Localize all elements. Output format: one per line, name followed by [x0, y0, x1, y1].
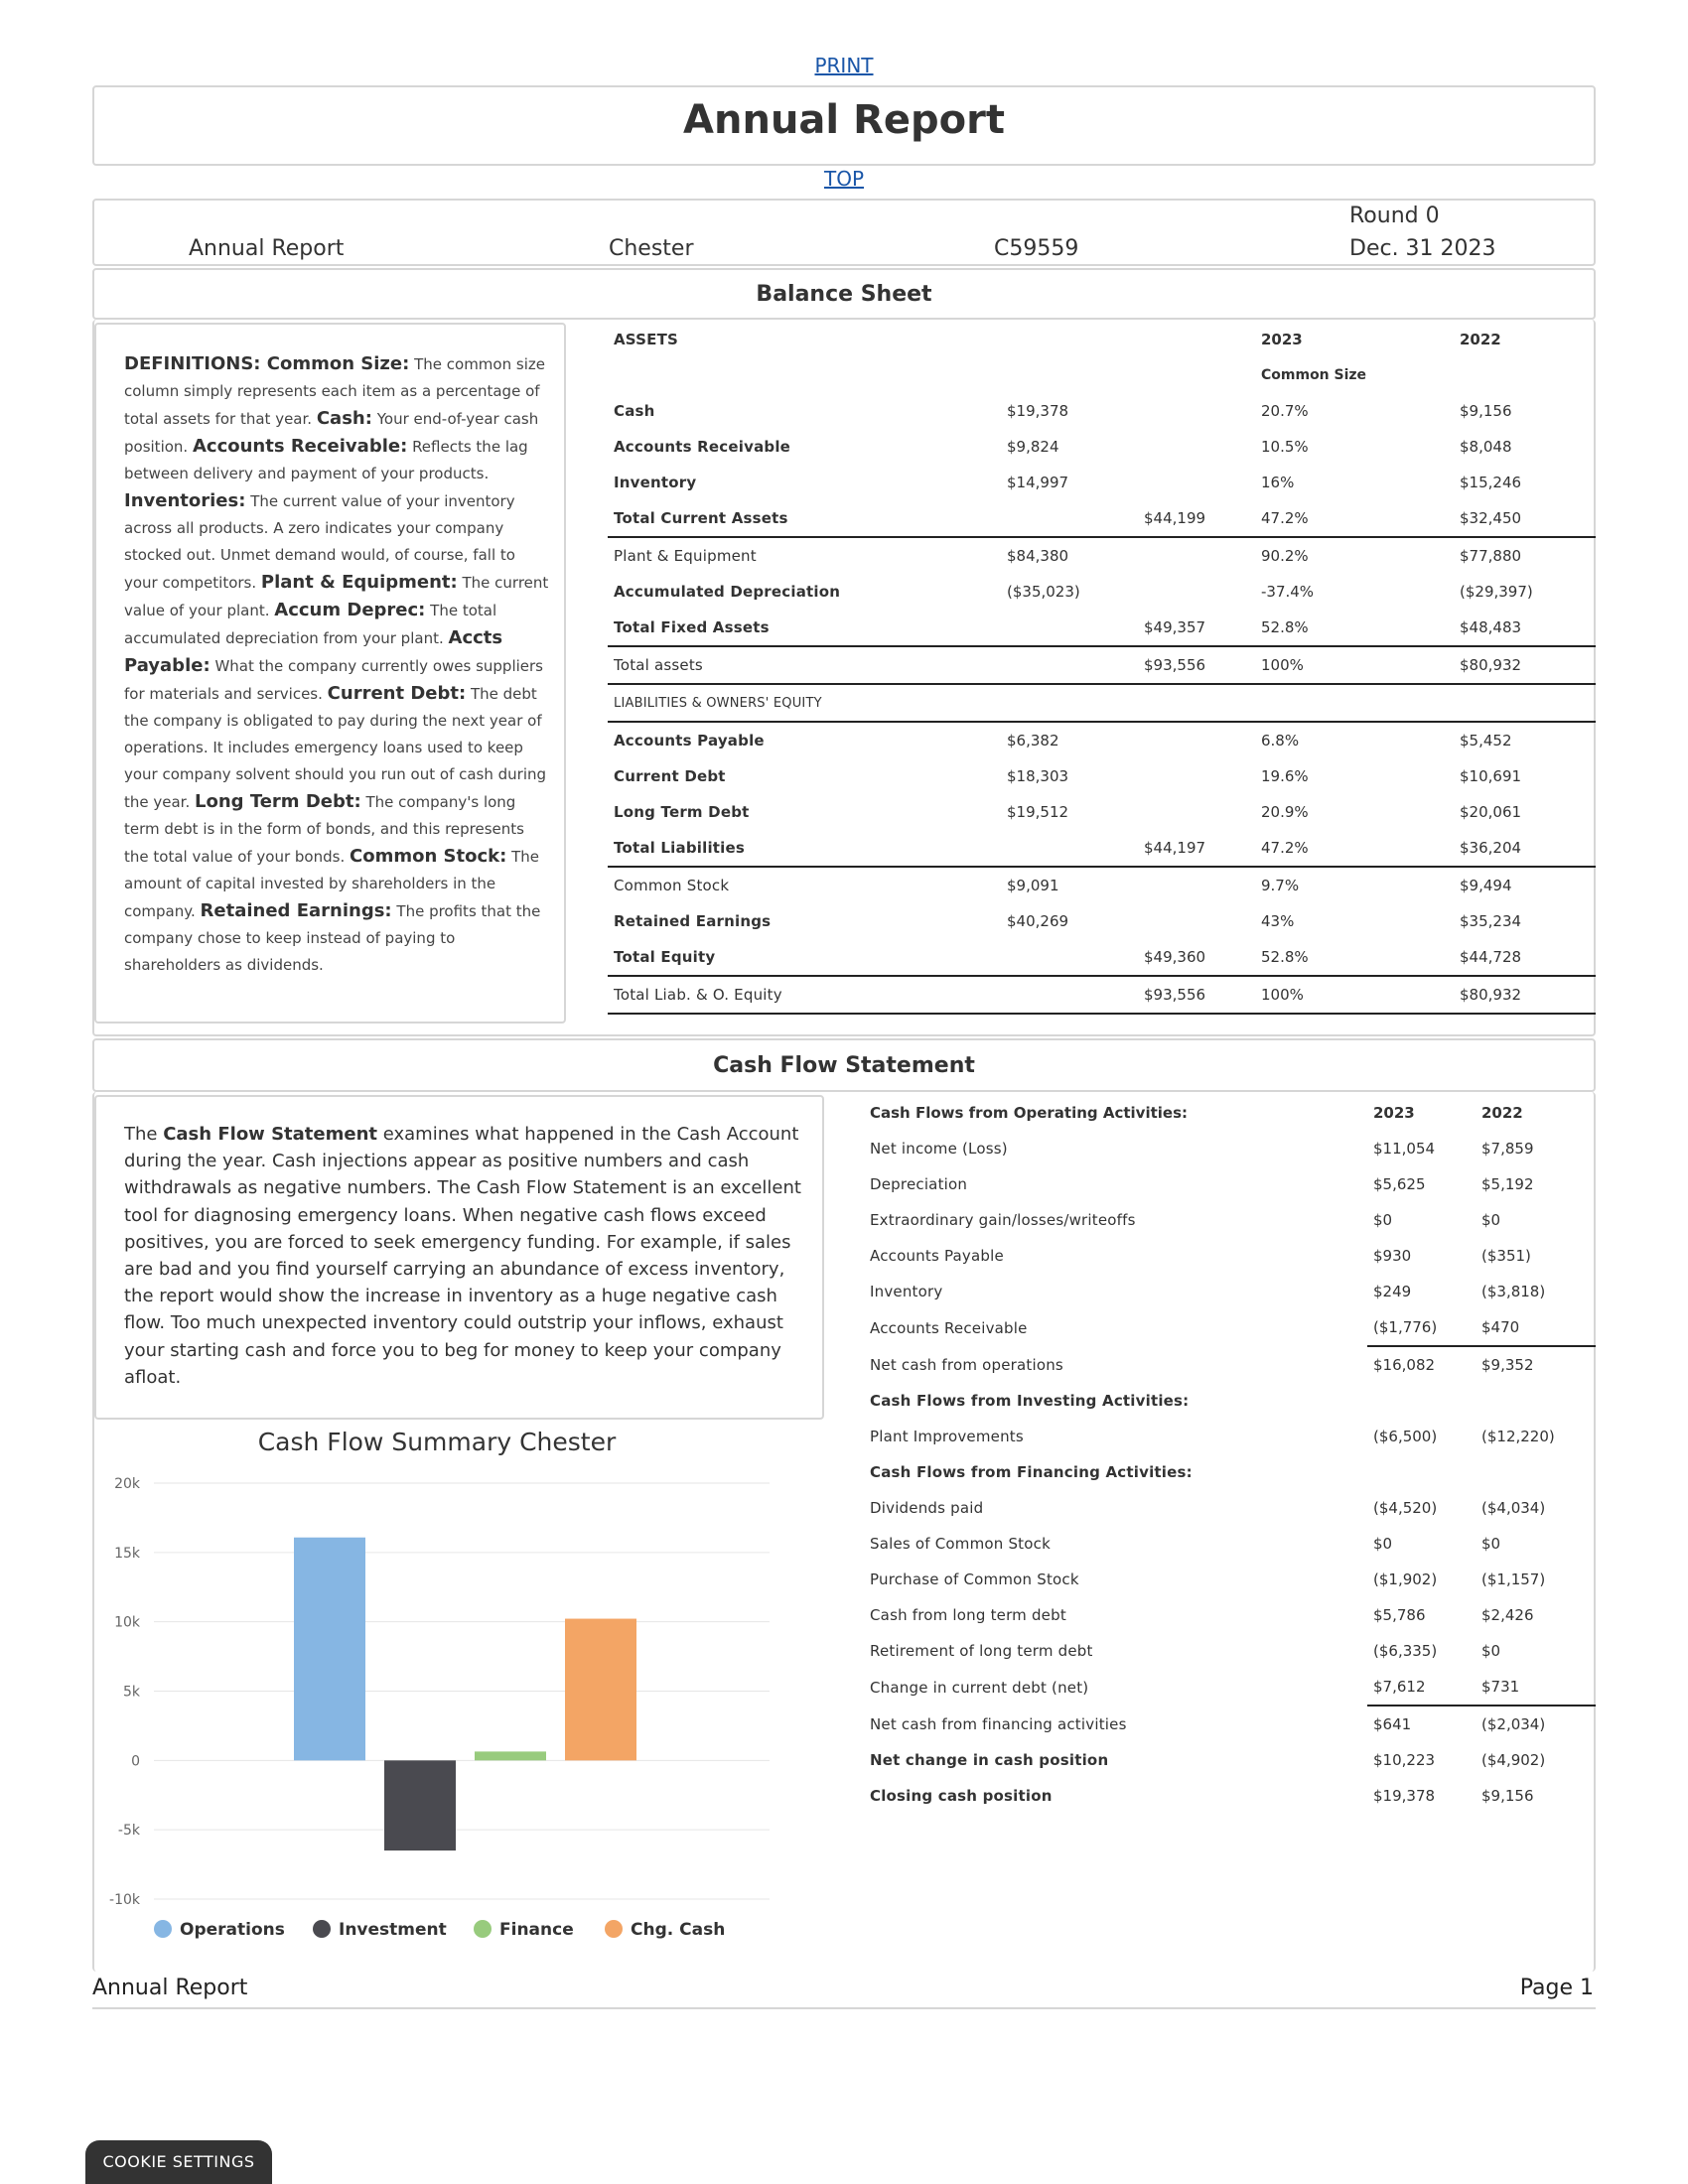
cf-row — [864, 1309, 1596, 1346]
bs-cell-b — [1138, 867, 1255, 903]
y-tick-label: 20k — [114, 1476, 140, 1492]
report-header — [92, 199, 1596, 266]
bs-cell-prev: $8,048 — [1460, 438, 1512, 456]
cf-cell-label: Inventory — [870, 1283, 943, 1300]
legend-item[interactable] — [313, 1920, 447, 1940]
cf-cell-v2: ($4,902) — [1481, 1751, 1546, 1769]
cf-cell-v2: ($4,034) — [1481, 1499, 1546, 1517]
cf-cell-v1: ($1,902) — [1373, 1570, 1438, 1588]
bar-chg-cash[interactable] — [565, 1619, 636, 1761]
bs-cell-prev: $80,932 — [1454, 976, 1596, 1014]
cf-row — [864, 1454, 1596, 1490]
assets-heading: ASSETS — [614, 331, 679, 348]
cf-cell-label: Cash Flows from Financing Activities: — [870, 1463, 1193, 1481]
bs-cell-prev: $15,246 — [1460, 474, 1522, 491]
common-size-heading: Common Size — [1261, 367, 1367, 383]
legend-label: Chg. Cash — [631, 1920, 726, 1940]
cf-cell-v1: $5,625 — [1373, 1175, 1426, 1193]
cash-flow-desc-text: The Cash Flow Statement examines what happened in the Cash Account during the year. Cash injections appear as positive numbers and cash withdrawals as negative numbers. The Cash Flow Statement is an excellent tool for diagnosing emergency loans. When negative cash flows exceed positives, you are forced to seek emergency funding. For example, if sales are bad and you find yourself carrying an abundance of excess inventory, the report would show the increase in inventory as a huge negative cash flow. Too much unexpected inventory could outstrip your inflows, exhaust your starting cash and force you to beg for money to keep your company afloat. — [124, 1124, 801, 1388]
footer-left: Annual Report — [92, 1976, 248, 2000]
cf-cell-v2: $0 — [1481, 1535, 1501, 1553]
definition-term: Accum Deprec: — [274, 600, 426, 620]
y-tick-label: 5k — [122, 1684, 140, 1701]
bs-cell-b — [1138, 758, 1255, 794]
bs-row — [608, 429, 1596, 465]
bs-cell-cs: 100% — [1255, 976, 1454, 1014]
y-tick-label: 15k — [114, 1545, 140, 1562]
bs-cell-b: $44,199 — [1138, 500, 1255, 537]
legend-label: Finance — [499, 1920, 574, 1940]
cf-row — [864, 1490, 1596, 1526]
cf-cell-v1: $16,082 — [1373, 1356, 1436, 1374]
cf-cell-v2: $0 — [1481, 1211, 1501, 1229]
bs-cell-b: $93,556 — [1138, 976, 1255, 1014]
cash-flow-title: Cash Flow Statement — [713, 1053, 975, 1078]
print-link[interactable]: PRINT — [814, 54, 874, 77]
cf-cell-label: Purchase of Common Stock — [870, 1570, 1079, 1588]
cf-cell-label: Depreciation — [870, 1175, 968, 1193]
bs-cell-a — [1001, 610, 1138, 646]
cf-cell-v2: $7,859 — [1481, 1140, 1534, 1158]
bs-cell-prev: $20,061 — [1460, 803, 1522, 821]
balance-sheet-title: Balance Sheet — [756, 282, 932, 307]
cf-cell-v1: $0 — [1373, 1535, 1393, 1553]
bs-row — [608, 684, 1596, 722]
bs-cell-prev: $10,691 — [1460, 767, 1522, 785]
cookie-settings-button[interactable]: COOKIE SETTINGS — [85, 2140, 272, 2184]
definition-text: The current value of your plant. — [124, 574, 549, 619]
cf-cell-v1: ($6,500) — [1373, 1428, 1438, 1445]
cf-cell-v2: $0 — [1481, 1642, 1501, 1660]
cf-row — [864, 1383, 1596, 1419]
bs-cell-b — [1138, 393, 1255, 429]
bs-cell-prev: $9,156 — [1460, 402, 1512, 420]
cf-cell-label: Dividends paid — [870, 1499, 984, 1517]
cf-cell-v1: $641 — [1373, 1715, 1412, 1733]
cf-row — [864, 1238, 1596, 1274]
bs-cell-b: $44,197 — [1138, 830, 1255, 867]
bs-cell-a — [1001, 500, 1138, 537]
bs-cell-cs: 52.8% — [1255, 610, 1454, 646]
footer-page: Page 1 — [1519, 1976, 1594, 2000]
bs-cell-prev: $9,494 — [1460, 877, 1512, 894]
y-tick-label: -5k — [117, 1823, 140, 1840]
bs-cell-b — [1138, 903, 1255, 939]
bs-cell-label: Plant & Equipment — [614, 547, 757, 565]
bs-cell-a — [1001, 830, 1138, 867]
y-tick-label: 10k — [114, 1614, 140, 1631]
cf-row — [864, 1706, 1596, 1742]
cf-row — [864, 1562, 1596, 1597]
cf-cell-v2: $731 — [1476, 1669, 1596, 1706]
bs-cell-label: Inventory — [614, 474, 697, 491]
cf-cell-v2: $9,156 — [1481, 1787, 1534, 1805]
bs-row — [608, 976, 1596, 1014]
cf-cell-v2: ($1,157) — [1481, 1570, 1546, 1588]
bs-cell-label: Long Term Debt — [614, 803, 750, 821]
bs-cell-a: $14,997 — [1007, 474, 1069, 491]
legend-dot-icon — [154, 1920, 172, 1938]
cf-row — [864, 1778, 1596, 1814]
bs-cell-label: Cash — [614, 402, 655, 420]
bs-cell-prev: $35,234 — [1460, 912, 1522, 930]
cash-flow-description — [94, 1095, 824, 1420]
definition-text: The current value of your inventory across all products. A zero indicates your company stocked out. Unmet demand would, of course, fall to your competitors. — [124, 492, 515, 592]
cf-row — [864, 1274, 1596, 1309]
bs-cell-label: Total Equity — [608, 939, 1001, 976]
bs-cell-cs: 19.6% — [1261, 767, 1309, 785]
bs-cell-cs: 10.5% — [1261, 438, 1309, 456]
balance-sheet-header — [92, 268, 1596, 320]
bs-cell-cs: 52.8% — [1255, 939, 1454, 976]
bs-cell-a: $84,380 — [1007, 547, 1069, 565]
bs-cell-b — [1138, 537, 1255, 574]
bs-cell-label: Total Liabilities — [608, 830, 1001, 867]
bs-row — [608, 794, 1596, 830]
bs-cell-a: $18,303 — [1007, 767, 1069, 785]
cf-cell-label: Retirement of long term debt — [870, 1642, 1093, 1660]
bs-cell-label: LIABILITIES & OWNERS' EQUITY — [608, 684, 1001, 722]
cf-cell-label: Cash from long term debt — [870, 1606, 1066, 1624]
cf-row — [864, 1597, 1596, 1633]
definition-text: The amount of capital invested by shareholders in the company. — [124, 848, 540, 920]
bs-cell-a: $9,824 — [1007, 438, 1059, 456]
top-link[interactable]: TOP — [823, 167, 865, 191]
bs-row — [608, 465, 1596, 500]
definition-text: The common size column simply represents each item as a percentage of total assets for that year. — [124, 355, 545, 428]
header-date: Dec. 31 2023 — [1349, 236, 1496, 261]
cf-heading-operating: Cash Flows from Operating Activities: — [870, 1104, 1189, 1122]
cf-cell-v2: $470 — [1476, 1309, 1596, 1346]
title-panel — [92, 85, 1596, 166]
bs-cell-a: ($35,023) — [1007, 583, 1080, 601]
bs-row — [608, 867, 1596, 903]
definition-term: DEFINITIONS: Common Size: — [124, 353, 410, 374]
definition-term: Current Debt: — [327, 683, 467, 704]
bs-cell-a: $9,091 — [1007, 877, 1059, 894]
bs-cell-b: $93,556 — [1138, 646, 1255, 684]
cf-cell-label: Closing cash position — [870, 1787, 1053, 1805]
cf-col-2022: 2022 — [1481, 1104, 1523, 1122]
definition-term: Accounts Receivable: — [192, 436, 408, 457]
bs-row — [608, 939, 1596, 976]
cf-row — [864, 1669, 1596, 1706]
cf-col-2023: 2023 — [1373, 1104, 1415, 1122]
bs-cell-cs: 16% — [1261, 474, 1295, 491]
cf-row — [864, 1346, 1596, 1383]
bs-row — [608, 393, 1596, 429]
bs-row — [608, 903, 1596, 939]
bs-cell-cs: 47.2% — [1255, 830, 1454, 867]
bs-cell-prev: $5,452 — [1460, 732, 1512, 750]
bs-cell-b — [1138, 684, 1255, 722]
cf-cell-v2: $5,192 — [1481, 1175, 1534, 1193]
bs-cell-cs: -37.4% — [1261, 583, 1315, 601]
bs-cell-cs: 43% — [1261, 912, 1295, 930]
bs-col-2023: 2023 — [1261, 331, 1303, 348]
cf-cell-v1: $249 — [1373, 1283, 1412, 1300]
legend-dot-icon — [313, 1920, 331, 1938]
bs-cell-prev: $36,204 — [1454, 830, 1596, 867]
cf-header-row — [864, 1095, 1596, 1131]
bs-cell-a — [1001, 684, 1138, 722]
legend-label: Operations — [180, 1920, 285, 1940]
cf-cell-v1: $5,786 — [1373, 1606, 1426, 1624]
bs-cell-b — [1138, 465, 1255, 500]
bs-cell-label: Retained Earnings — [614, 912, 772, 930]
bs-header-row — [608, 322, 1596, 357]
bs-cell-cs: 100% — [1255, 646, 1454, 684]
definition-term: Common Stock: — [350, 846, 507, 867]
definition-text: Reflects the lag between delivery and payment of your products. — [124, 438, 528, 482]
definition-term: Retained Earnings: — [200, 900, 392, 921]
bs-cell-prev: $77,880 — [1460, 547, 1522, 565]
cf-cell-v1: ($1,776) — [1367, 1309, 1476, 1346]
cf-cell-v2: ($351) — [1481, 1247, 1531, 1265]
definition-term: Accts Payable: — [124, 627, 503, 676]
legend-dot-icon — [605, 1920, 623, 1938]
bs-cell-label: Accumulated Depreciation — [614, 583, 841, 601]
bs-cell-prev: $44,728 — [1454, 939, 1596, 976]
definition-text: The profits that the company chose to keep instead of paying to shareholders as dividends. — [124, 902, 541, 974]
cf-cell-label: Accounts Payable — [870, 1247, 1004, 1265]
bar-operations[interactable] — [294, 1538, 365, 1761]
definition-term: Cash: — [316, 408, 372, 429]
header-company: Chester — [609, 236, 694, 261]
definition-text: The debt the company is obligated to pay during the next year of operations. It includes emergency loans used to keep your company solvent should you run out of cash during the year. — [124, 685, 547, 811]
cf-cell-label: Cash Flows from Investing Activities: — [870, 1392, 1190, 1410]
cf-cell-v1: $0 — [1373, 1211, 1393, 1229]
cf-cell-v2 — [1476, 1454, 1596, 1490]
bs-cell-a: $6,382 — [1007, 732, 1059, 750]
bs-cell-a — [1001, 976, 1138, 1014]
bs-row — [608, 646, 1596, 684]
cf-cell-v2: ($12,220) — [1481, 1428, 1555, 1445]
cf-cell-v1: $7,612 — [1367, 1669, 1476, 1706]
bs-cell-b — [1138, 429, 1255, 465]
bs-cell-b: $49,357 — [1138, 610, 1255, 646]
bs-cell-b — [1138, 794, 1255, 830]
bs-cell-label: Total Liab. & O. Equity — [608, 976, 1001, 1014]
definition-term: Inventories: — [124, 490, 246, 511]
bs-row — [608, 610, 1596, 646]
legend-item[interactable] — [605, 1920, 725, 1940]
definition-text: The company's long term debt is in the form of bonds, and this represents the total value of your bonds. — [124, 793, 524, 866]
cf-row — [864, 1633, 1596, 1669]
bs-row — [608, 500, 1596, 537]
cash-flow-chart — [94, 1422, 789, 1958]
cf-cell-v1 — [1367, 1454, 1476, 1490]
legend-label: Investment — [339, 1920, 447, 1940]
chart-legend — [154, 1920, 789, 1950]
cf-row — [864, 1202, 1596, 1238]
bs-row — [608, 830, 1596, 867]
cf-row — [864, 1166, 1596, 1202]
bs-cell-cs: 6.8% — [1261, 732, 1300, 750]
cash-flow-table — [864, 1095, 1596, 1814]
cf-cell-v2 — [1476, 1383, 1596, 1419]
bs-cell-label: Total Current Assets — [608, 500, 1001, 537]
bs-subheader-row — [608, 357, 1596, 393]
cf-cell-v1: $10,223 — [1373, 1751, 1436, 1769]
page-footer — [92, 1972, 1596, 2009]
legend-item[interactable] — [154, 1920, 285, 1940]
bs-cell-a: $19,378 — [1007, 402, 1069, 420]
bs-row — [608, 574, 1596, 610]
cash-flow-header — [92, 1038, 1596, 1092]
bar-investment[interactable] — [384, 1760, 456, 1850]
header-round: Round 0 — [1349, 204, 1440, 228]
bs-cell-cs: 20.7% — [1261, 402, 1309, 420]
definition-term: Long Term Debt: — [195, 791, 361, 812]
cf-cell-v1 — [1367, 1383, 1476, 1419]
bs-cell-prev: ($29,397) — [1460, 583, 1533, 601]
legend-item[interactable] — [474, 1920, 574, 1940]
header-label: Annual Report — [189, 236, 345, 261]
cf-cell-label: Extraordinary gain/losses/writeoffs — [870, 1211, 1136, 1229]
cf-cell-label: Change in current debt (net) — [870, 1678, 1089, 1697]
definition-term: Plant & Equipment: — [260, 572, 458, 593]
cf-cell-label: Net cash from financing activities — [870, 1714, 1127, 1733]
cf-cell-label: Sales of Common Stock — [870, 1535, 1051, 1553]
cf-row — [864, 1419, 1596, 1454]
bs-cell-prev: $80,932 — [1454, 646, 1596, 684]
bs-cell-label: Total assets — [608, 646, 1001, 684]
bs-cell-label: Total Fixed Assets — [608, 610, 1001, 646]
bs-cell-cs: 9.7% — [1261, 877, 1300, 894]
bs-cell-cs: 90.2% — [1261, 547, 1309, 565]
cf-cell-v1: $930 — [1373, 1247, 1412, 1265]
bs-row — [608, 537, 1596, 574]
cf-cell-v2: ($3,818) — [1481, 1283, 1546, 1300]
cf-cell-v1: ($4,520) — [1373, 1499, 1438, 1517]
balance-sheet-table — [608, 322, 1596, 1015]
bs-cell-prev — [1454, 684, 1596, 722]
bs-cell-a — [1001, 646, 1138, 684]
bs-cell-a — [1001, 939, 1138, 976]
cf-cell-label: Net cash from operations — [870, 1355, 1063, 1374]
bs-cell-b: $49,360 — [1138, 939, 1255, 976]
bs-cell-a: $40,269 — [1007, 912, 1069, 930]
cf-cell-v1: $11,054 — [1373, 1140, 1436, 1158]
y-tick-label: -10k — [109, 1892, 140, 1908]
definition-text: Your end-of-year cash position. — [124, 410, 539, 456]
cf-cell-label: Accounts Receivable — [870, 1318, 1028, 1337]
cf-cell-label: Net income (Loss) — [870, 1140, 1008, 1158]
cf-cell-v2: ($2,034) — [1481, 1715, 1546, 1733]
report-title: Annual Report — [683, 97, 1005, 143]
chart-svg — [94, 1422, 789, 1958]
bs-cell-cs: 20.9% — [1261, 803, 1309, 821]
cf-cell-v2: $2,426 — [1481, 1606, 1534, 1624]
bs-cell-cs — [1255, 684, 1454, 722]
bs-cell-label: Accounts Receivable — [614, 438, 791, 456]
bs-cell-a: $19,512 — [1007, 803, 1069, 821]
bs-cell-b — [1138, 574, 1255, 610]
cf-cell-v2: $9,352 — [1481, 1356, 1534, 1374]
legend-dot-icon — [474, 1920, 492, 1938]
bs-cell-label: Current Debt — [614, 767, 726, 785]
bs-cell-b — [1138, 722, 1255, 758]
cf-cell-label: Plant Improvements — [870, 1428, 1024, 1445]
bs-row — [608, 758, 1596, 794]
definitions-panel — [94, 323, 566, 1024]
bs-col-2022: 2022 — [1460, 331, 1501, 348]
cf-row — [864, 1742, 1596, 1778]
chart-title: Cash Flow Summary Chester — [257, 1428, 617, 1456]
bs-cell-cs: 47.2% — [1255, 500, 1454, 537]
cf-row — [864, 1526, 1596, 1562]
cf-cell-label: Net change in cash position — [870, 1751, 1109, 1769]
bs-cell-label: Accounts Payable — [614, 732, 765, 750]
header-code: C59559 — [994, 236, 1079, 261]
bs-cell-label: Common Stock — [614, 877, 730, 894]
definition-text: What the company currently owes suppliers for materials and services. — [124, 657, 543, 703]
y-tick-label: 0 — [131, 1753, 140, 1770]
bs-cell-prev: $32,450 — [1454, 500, 1596, 537]
bs-row — [608, 722, 1596, 758]
cf-cell-v1: $19,378 — [1373, 1787, 1436, 1805]
bs-cell-prev: $48,483 — [1454, 610, 1596, 646]
cf-row — [864, 1131, 1596, 1166]
cf-cell-v1: ($6,335) — [1373, 1642, 1438, 1660]
definitions-text — [124, 350, 549, 979]
bar-finance[interactable] — [475, 1751, 546, 1760]
definition-text: The total accumulated depreciation from your plant. — [124, 602, 497, 647]
